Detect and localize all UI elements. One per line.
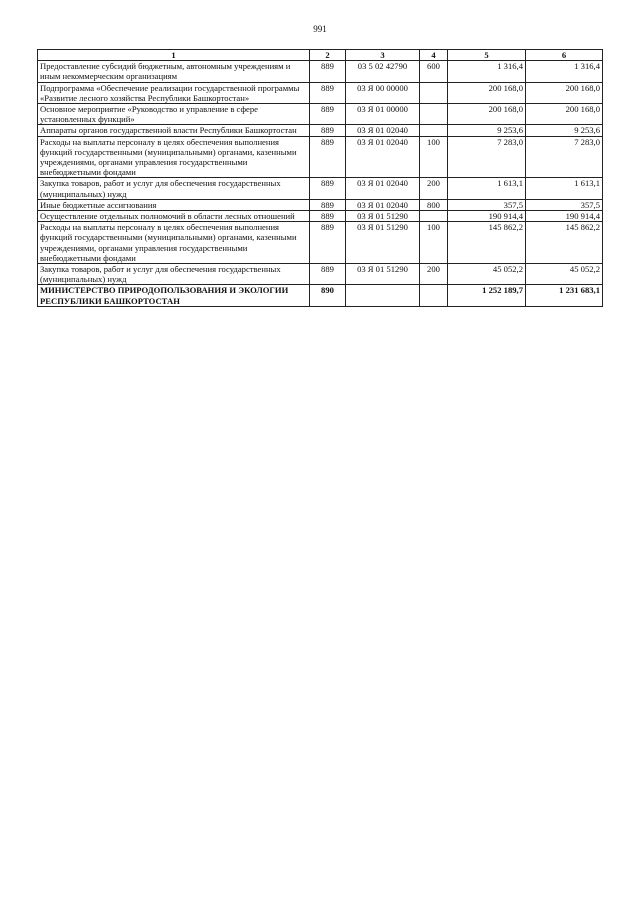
cell-dept: 889 — [310, 82, 346, 103]
cell-name: Подпрограмма «Обеспечение реализации государственной программы «Развитие лесного хозяйства Республики Башкортостан» — [38, 82, 310, 103]
cell-dept: 889 — [310, 136, 346, 178]
cell-amount-1: 45 052,2 — [448, 264, 526, 285]
cell-amount-1: 200 168,0 — [448, 104, 526, 125]
column-header: 4 — [420, 50, 448, 61]
cell-dept: 890 — [310, 285, 346, 306]
column-header: 3 — [346, 50, 420, 61]
cell-dept: 889 — [310, 178, 346, 199]
table-body — [38, 61, 603, 307]
table-row — [38, 178, 603, 199]
cell-amount-1: 1 316,4 — [448, 61, 526, 82]
cell-amount-2: 190 914,4 — [526, 211, 603, 222]
cell-type — [420, 82, 448, 103]
cell-type: 100 — [420, 222, 448, 264]
cell-code: 03 Я 01 51290 — [346, 222, 420, 264]
cell-amount-2: 1 231 683,1 — [526, 285, 603, 306]
cell-code: 03 Я 01 02040 — [346, 199, 420, 210]
column-header: 6 — [526, 50, 603, 61]
cell-type — [420, 211, 448, 222]
cell-amount-1: 9 253,6 — [448, 125, 526, 136]
cell-type: 800 — [420, 199, 448, 210]
table-row — [38, 211, 603, 222]
cell-code: 03 Я 01 51290 — [346, 264, 420, 285]
cell-code: 03 Я 01 02040 — [346, 136, 420, 178]
cell-type: 200 — [420, 264, 448, 285]
total-row — [38, 285, 603, 306]
header-row — [38, 50, 603, 61]
cell-code: 03 Я 01 51290 — [346, 211, 420, 222]
cell-name: Предоставление субсидий бюджетным, автономным учреждениям и иным некоммерческим организациям — [38, 61, 310, 82]
cell-type: 200 — [420, 178, 448, 199]
cell-name: Закупка товаров, работ и услуг для обеспечения государственных (муниципальных) нужд — [38, 264, 310, 285]
cell-amount-2: 7 283,0 — [526, 136, 603, 178]
cell-code: 03 5 02 42790 — [346, 61, 420, 82]
cell-dept: 889 — [310, 222, 346, 264]
cell-type: 600 — [420, 61, 448, 82]
cell-name: Осуществление отдельных полномочий в области лесных отношений — [38, 211, 310, 222]
cell-amount-2: 9 253,6 — [526, 125, 603, 136]
cell-code: 03 Я 01 00000 — [346, 104, 420, 125]
cell-name: Расходы на выплаты персоналу в целях обеспечения выполнения функций государственными (муниципальными) органами, казенными учреждениями, органами управления государственными внебюджетными фондами — [38, 222, 310, 264]
cell-dept: 889 — [310, 104, 346, 125]
cell-name: Иные бюджетные ассигнования — [38, 199, 310, 210]
cell-code: 03 Я 00 00000 — [346, 82, 420, 103]
cell-code — [346, 285, 420, 306]
cell-type — [420, 104, 448, 125]
cell-dept: 889 — [310, 211, 346, 222]
cell-amount-2: 1 613,1 — [526, 178, 603, 199]
cell-name: Аппараты органов государственной власти Республики Башкортостан — [38, 125, 310, 136]
cell-amount-1: 200 168,0 — [448, 82, 526, 103]
table-row — [38, 222, 603, 264]
column-header: 2 — [310, 50, 346, 61]
cell-amount-2: 1 316,4 — [526, 61, 603, 82]
cell-amount-2: 45 052,2 — [526, 264, 603, 285]
cell-amount-2: 357,5 — [526, 199, 603, 210]
table-row — [38, 125, 603, 136]
column-header: 1 — [38, 50, 310, 61]
cell-name: Закупка товаров, работ и услуг для обеспечения государственных (муниципальных) нужд — [38, 178, 310, 199]
cell-amount-2: 200 168,0 — [526, 104, 603, 125]
cell-dept: 889 — [310, 61, 346, 82]
table-row — [38, 264, 603, 285]
cell-amount-1: 190 914,4 — [448, 211, 526, 222]
cell-code: 03 Я 01 02040 — [346, 178, 420, 199]
cell-dept: 889 — [310, 125, 346, 136]
budget-table — [37, 49, 603, 307]
cell-name: Расходы на выплаты персоналу в целях обеспечения выполнения функций государственными (муниципальными) органами, казенными учреждениями, органами управления государственными внебюджетными фондами — [38, 136, 310, 178]
page-number: 991 — [313, 24, 327, 34]
cell-amount-1: 1 613,1 — [448, 178, 526, 199]
cell-name: МИНИСТЕРСТВО ПРИРОДОПОЛЬЗОВАНИЯ И ЭКОЛОГИИ РЕСПУБЛИКИ БАШКОРТОСТАН — [38, 285, 310, 306]
cell-amount-1: 7 283,0 — [448, 136, 526, 178]
cell-amount-2: 200 168,0 — [526, 82, 603, 103]
cell-amount-1: 357,5 — [448, 199, 526, 210]
cell-amount-1: 145 862,2 — [448, 222, 526, 264]
cell-type — [420, 285, 448, 306]
table-row — [38, 199, 603, 210]
cell-code: 03 Я 01 02040 — [346, 125, 420, 136]
cell-amount-2: 145 862,2 — [526, 222, 603, 264]
table-row — [38, 61, 603, 82]
cell-type — [420, 125, 448, 136]
table-row — [38, 82, 603, 103]
column-header: 5 — [448, 50, 526, 61]
cell-dept: 889 — [310, 199, 346, 210]
cell-name: Основное мероприятие «Руководство и управление в сфере установленных функций» — [38, 104, 310, 125]
table-row — [38, 136, 603, 178]
cell-type: 100 — [420, 136, 448, 178]
cell-dept: 889 — [310, 264, 346, 285]
table-row — [38, 104, 603, 125]
cell-amount-1: 1 252 189,7 — [448, 285, 526, 306]
